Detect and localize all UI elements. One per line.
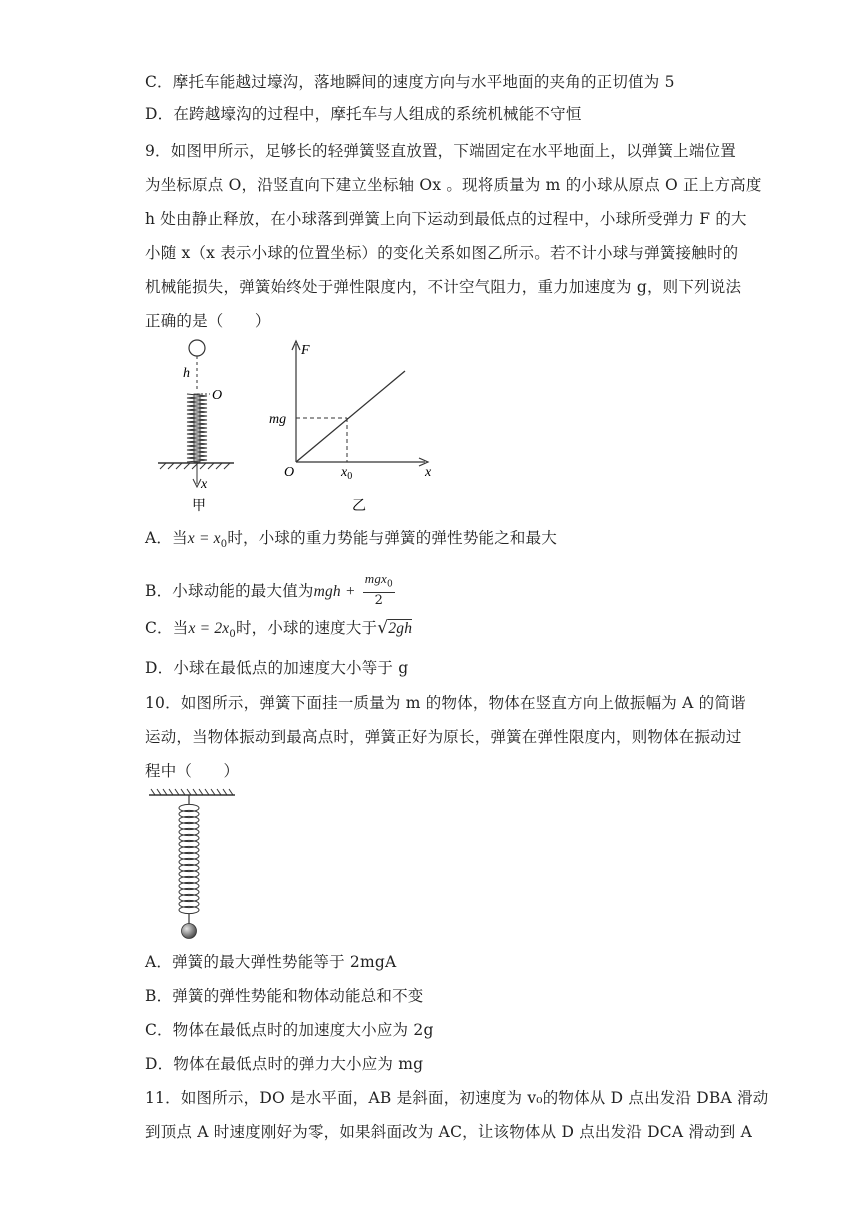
sqrt-icon: √	[377, 618, 389, 638]
spring-icon	[187, 394, 207, 462]
q10-option-a: A．弹簧的最大弹性势能等于 2mgA	[145, 953, 397, 971]
q11-stem-line: 到顶点 A 时速度刚好为零，如果斜面改为 AC，让该物体从 D 点出发沿 DCA 滑动到 A	[145, 1123, 752, 1141]
label-x0: $x_0$	[341, 465, 353, 482]
label-O: O	[212, 388, 223, 403]
q9-stem-line: 机械能损失，弹簧始终处于弹性限度内，不计空气阻力，重力加速度为 g，则下列说法	[145, 278, 742, 296]
fraction: mgx$_0$ 2	[364, 571, 393, 608]
axis-label-x: x	[425, 465, 432, 480]
figure-jia-spring-ball	[150, 336, 250, 516]
q10-option-c: C．物体在最低点时的加速度大小应为 2g	[145, 1021, 434, 1039]
coil-spring-icon	[179, 804, 199, 913]
q10-stem-line: 运动，当物体振动到最高点时，弹簧正好为原长，弹簧在弹性限度内，则物体在振动过	[145, 728, 742, 746]
axis-label-x: x	[201, 477, 208, 492]
origin-label: O	[284, 465, 295, 480]
q9-option-d: D．小球在最低点的加速度大小等于 g	[145, 659, 409, 677]
q9-stem-line: h 处由静止释放，在小球落到弹簧上向下运动到最低点的过程中，小球所受弹力 F 的大	[145, 210, 747, 228]
caption-jia: 甲	[192, 499, 206, 514]
q8-option-c: C．摩托车能越过壕沟，落地瞬间的速度方向与水平地面的夹角的正切值为 5	[145, 73, 675, 91]
q8-option-d: D．在跨越壕沟的过程中，摩托车与人组成的系统机械能不守恒	[145, 105, 582, 123]
q11-stem-line: 11．如图所示，DO 是水平面，AB 是斜面，初速度为 v₀的物体从 D 点出发沿 DBA 滑动	[145, 1089, 769, 1107]
q10-option-b: B．弹簧的弹性势能和物体动能总和不变	[145, 987, 424, 1005]
q10-stem-line: 10．如图所示，弹簧下面挂一质量为 m 的物体，物体在竖直方向上做振幅为 A 的简谐	[145, 694, 746, 712]
q9-option-a: A．当$x = x_0$时，小球的重力势能与弹簧的弹性势能之和最大	[145, 529, 558, 551]
label-mg: mg	[269, 412, 287, 427]
figure-yi-f-x-graph	[265, 336, 445, 516]
q9-stem-line: 为坐标原点 O，沿竖直向下建立坐标轴 Ox 。现将质量为 m 的小球从原点 O 正上方高度	[145, 176, 762, 194]
figure-hanging-spring	[145, 786, 240, 942]
caption-yi: 乙	[352, 499, 366, 514]
q10-option-d: D．物体在最低点时的弹力大小应为 mg	[145, 1055, 424, 1073]
q10-stem-line: 程中（ ）	[145, 762, 240, 780]
q9-stem-line: 小随 x（x 表示小球的位置坐标）的变化关系如图乙所示。若不计小球与弹簧接触时的	[145, 244, 739, 262]
mass-ball-icon	[182, 924, 197, 939]
q9-stem-line: 9．如图甲所示，足够长的轻弹簧竖直放置，下端固定在水平地面上，以弹簧上端位置	[145, 142, 736, 160]
q9-option-b: B．小球动能的最大值为mgh + mgx$_0$ 2	[145, 571, 393, 608]
q9-option-c: C．当$x = 2x_0$时，小球的速度大于√2gh	[145, 618, 413, 641]
q9-stem-line: 正确的是（ ）	[145, 312, 271, 330]
ball-icon	[189, 340, 205, 356]
label-h: h	[183, 366, 190, 381]
axis-label-F: F	[301, 343, 310, 358]
force-line	[296, 371, 405, 462]
